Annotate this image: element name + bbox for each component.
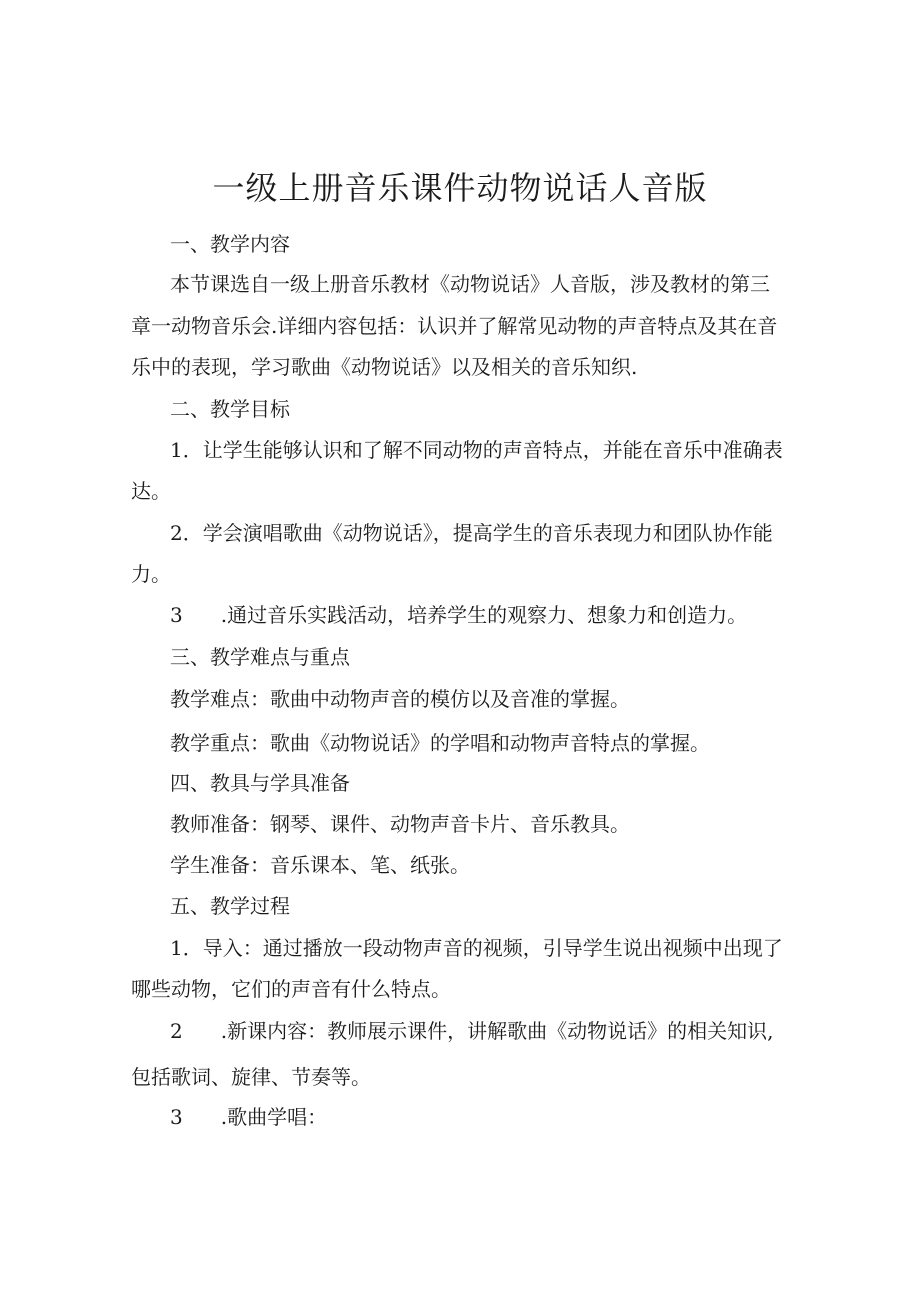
list-item-number: 3	[170, 1105, 183, 1129]
list-item-line: 1．让学生能够认识和了解不同动物的声音特点，并能在音乐中准确表	[170, 438, 783, 462]
section-heading-materials: 四、教具与学具准备	[170, 771, 350, 795]
list-item-line: 2．学会演唱歌曲《动物说话》，提高学生的音乐表现力和团队协作能	[170, 521, 773, 545]
paragraph-line: 教师准备：钢琴、课件、动物声音卡片、音乐教具。	[170, 812, 630, 836]
list-item-line: 包括歌词、旋律、节奏等。	[131, 1065, 371, 1089]
paragraph-line: 学生准备：音乐课本、笔、纸张。	[170, 853, 470, 877]
section-heading-process: 五、教学过程	[170, 894, 290, 918]
list-item-line: 哪些动物，它们的声音有什么特点。	[131, 977, 451, 1001]
section-heading-difficulties: 三、教学难点与重点	[170, 645, 350, 669]
list-item-number: 2	[170, 1019, 183, 1043]
section-heading-content: 一、教学内容	[170, 232, 290, 256]
list-item	[170, 1018, 773, 1044]
paragraph-line: 教学重点：歌曲《动物说话》的学唱和动物声音特点的掌握。	[170, 731, 710, 755]
list-item-text: .歌曲学唱：	[220, 1105, 328, 1129]
list-item-line: 达。	[131, 479, 171, 503]
list-item-line: 1．导入：通过播放一段动物声音的视频，引导学生说出视频中出现了	[170, 936, 783, 960]
list-item-number: 3	[170, 603, 183, 627]
list-item-text: .通过音乐实践活动，培养学生的观察力、想象力和创造力。	[220, 603, 748, 627]
list-item	[170, 1104, 327, 1130]
list-item-line: 力。	[131, 562, 171, 586]
list-item-text: .新课内容：教师展示课件，讲解歌曲《动物说话》的相关知识,	[220, 1019, 774, 1043]
section-heading-objectives: 二、教学目标	[170, 397, 290, 421]
paragraph-line: 教学难点：歌曲中动物声音的模仿以及音准的掌握。	[170, 687, 630, 711]
paragraph-line: 本节课选自一级上册音乐教材《动物说话》人音版，涉及教材的第三	[170, 272, 770, 296]
list-item	[170, 602, 747, 628]
paragraph-line: 乐中的表现，学习歌曲《动物说话》以及相关的音乐知织.	[131, 355, 638, 379]
paragraph-line: 章一动物音乐会.详细内容包括：认识并了解常见动物的声音特点及其在音	[131, 314, 778, 338]
document-title: 一级上册音乐课件动物说话人音版	[212, 169, 708, 207]
